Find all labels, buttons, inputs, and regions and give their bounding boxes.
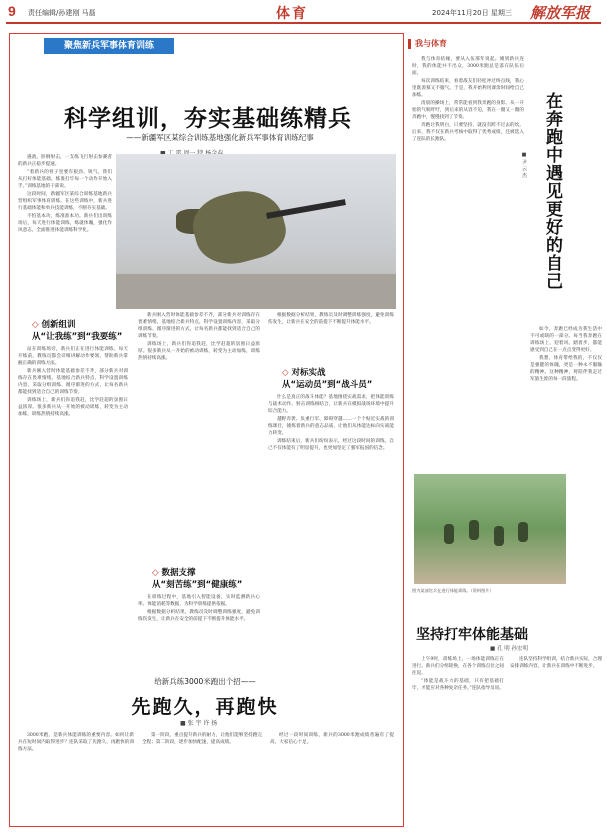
intro-paragraph: 这段时间，新疆军区某综合训练基地新兵营组织军事体育训练。在这些训练中，新兵进行基础体能和单兵技能训练，不断夯实基础。 <box>18 192 112 211</box>
editor-info: 责任编辑/孙建刚 马磊 <box>28 9 96 17</box>
body-paragraph: 奔跑让我明白，只要坚持，就没有跨不过去的坎。后来，我不仅在新兵考核中取得了优秀成绩，还被选入了连队的长跑队。 <box>412 123 524 142</box>
section-head-1: 从“让我练”到“我要练” <box>32 332 123 342</box>
body-paragraph: 在训练过程中，基地引入智能设备，实时监测新兵心率、体能消耗等数据，为科学训练提供依据。 <box>138 595 260 607</box>
essay-col-1 <box>412 56 524 466</box>
body-paragraph: 每次训练结束，看着战友们轻松冲过终点线，我心里既羡慕又不服气。于是，我开始利用课余时间给自己加练。 <box>412 79 524 98</box>
article-subtitle: ——新疆军区某综合训练基地强化新兵军事体育训练纪事 <box>126 133 314 142</box>
article3-byline: ■ 孔 明 孙宏明 <box>490 646 528 652</box>
body-paragraph: 根据数据分析结果，教练员及时调整训练强度，避免训练伤发生，让新兵在安全的前提下不断提升体能水平。 <box>138 610 260 622</box>
section-1-body <box>18 346 128 656</box>
topic-banner: 聚焦新兵军事体育训练 <box>44 38 174 54</box>
essay-author: ■ 尹 云 杰 <box>521 152 527 178</box>
section-2-body <box>138 594 260 658</box>
article2-col-2 <box>142 732 262 820</box>
photo-soldier <box>186 182 291 273</box>
section-head-2: 从“刻苦练”到“健康练” <box>152 580 243 590</box>
article2-title: 先跑久，再跑快 <box>131 696 279 718</box>
intro-paragraph: 不怕基本功，练准准本功。新兵们出训练场后，每天进行体能训练，练就体魄，强化作风意志，全面推进体能训练科学化。 <box>18 214 112 233</box>
section-head-3: 从“运动员”到“战斗员” <box>282 380 373 390</box>
page-header <box>0 0 607 22</box>
photo-ground <box>116 274 396 309</box>
running-photo <box>414 474 566 584</box>
column-marker-icon <box>408 39 411 49</box>
essay-title: 在奔跑中遇见更好的自己 <box>542 92 562 290</box>
article3-col-1 <box>412 656 504 826</box>
body-paragraph: 如今，奔跑已经成为我生活中不可或缺的一部分。每当我奔跑在训练场上，迎着风、踏着步，都能感受到自己在一点点变得更好。 <box>530 327 602 353</box>
essay-col-2 <box>530 326 602 466</box>
intro-paragraph: 遇敌，卧倒射击，一支练飞行射击参赛者的新兵正稳步提速。 <box>18 155 112 167</box>
article2-col-1 <box>18 732 134 820</box>
section-label-2: ◇ 数据支撑 <box>152 568 196 578</box>
training-photo <box>116 154 396 309</box>
article3-title: 坚持打牢体能基础 <box>416 627 528 643</box>
section-1-continued <box>138 312 260 564</box>
article-title: 科学组训，夯实基础练精兵 <box>64 106 352 132</box>
body-paragraph: 训练场上，新兵们你追我赶，比学赶超的氛围日益浓厚。很多新兵从一开始的被动训练，转变为主动加练，训练热情持续高涨。 <box>138 342 260 361</box>
body-paragraph: 什么是真正的战斗体能？基地围绕实战需求，把体能训练与战术动作、射击训练相结合，让新兵在模拟战场环境中提升综合能力。 <box>268 395 394 414</box>
body-paragraph: 连队坚持科学组训，结合新兵实际，合理安排训练内容，让新兵在训练中不断进步。 <box>510 657 602 669</box>
body-paragraph: 根据数据分析结果，教练员及时调整训练强度，避免训练伤发生，让新兵在安全的前提下不断提升体能水平。 <box>268 313 394 325</box>
photo-runner <box>469 520 479 540</box>
article2-subtitle: 给新兵练3000米跑出个招—— <box>154 677 256 686</box>
body-paragraph: 清晨的操场上，常常能看到我奔跑的身影。从一开始的气喘吁吁，到后来的从容不迫，我在一圈又一圈的奔跑中，慢慢找到了节奏。 <box>412 101 524 120</box>
page-number: 9 <box>8 3 16 19</box>
section-label-1: ◇ 创新组训 <box>32 320 76 330</box>
header-rule <box>6 22 601 24</box>
photo-caption: 图为某部官兵在进行体能训练。（资料图片） <box>412 588 494 593</box>
body-paragraph: 新兵刚入营时体能基础参差不齐，部分新兵对训练存在畏难情绪。基地结合新兵特点，科学设置训练内容，采取分组训练、循序渐进的方式，让每名新兵都能找到适合自己的训练节奏。 <box>18 369 128 395</box>
article3-col-2 <box>510 656 602 826</box>
body-paragraph: 新兵刚入营时体能基础参差不齐，部分新兵对训练存在畏难情绪。基地结合新兵特点，科学设置训练内容，采取分组训练、循序渐进的方式，让每名新兵都能找到适合自己的训练节奏。 <box>138 313 260 339</box>
body-paragraph: 我与体育结缘，要从入伍那年说起。刚到新兵连时，我的体能并不出众，3000米跑总是落在队伍后面。 <box>412 57 524 76</box>
photo-runner <box>494 526 504 546</box>
body-paragraph: 越野奔袭、负重行军、障碍穿越……一个个贴近实战的训练课目，锤炼着新兵的意志品质，让他们从体能达标向实战能力转变。 <box>268 417 394 436</box>
body-paragraph: 站在训练场旁，新兵们正在进行体能训练。每天开练前，教练员都会详细讲解动作要领，帮助新兵掌握正确的训练方法。 <box>18 347 128 366</box>
column-label: 我与体育 <box>408 38 447 49</box>
newspaper-logo: 解放军报 <box>530 4 591 22</box>
section-3-body <box>268 394 394 656</box>
body-paragraph: 3000米跑，是新兵体能训练的重要内容。如何让新兵在短时间内取得进步？连队采取了先跑久、再跑快的训练方法。 <box>18 733 134 752</box>
article2-col-3 <box>270 732 394 820</box>
section-title: 体育 <box>276 6 308 22</box>
body-paragraph: 第一阶段，重点提升新兵的耐力，让他们能够坚持跑完全程；第二阶段，逐步加快配速，提高成绩。 <box>142 733 262 745</box>
section-label-3: ◇ 对标实战 <box>282 368 326 378</box>
issue-date: 2024年11月20日 星期三 <box>432 9 512 17</box>
section-2-continued <box>268 312 394 362</box>
intro-paragraph: “着新兵的骨子里要有狠劲、锐气，我们从打好体能基础、练准打牢每一个动作开始入手。”训练基地的干部说。 <box>18 170 112 189</box>
photo-runner <box>444 524 454 544</box>
body-paragraph: 上午9时，训练场上，一场体能训练正在进行。新兵们分组轮换，在各个训练点位之间往返。 <box>412 657 504 676</box>
photo-runner <box>518 522 528 542</box>
body-paragraph: 我想，体育带给我的，不仅仅是强健的体魄，更是一种永不服输的精神。这种精神，将陪伴我走过军旅生涯的每一段旅程。 <box>530 356 602 382</box>
article2-byline: ■ 张 宇 许 扬 <box>180 720 218 727</box>
body-paragraph: 经过一段时间训练，新兵的3000米跑成绩普遍有了提高，大家信心十足。 <box>270 733 394 745</box>
body-paragraph: 训练场上，新兵们你追我赶，比学赶超的氛围日益浓厚。很多新兵从一开始的被动训练，转变为主动加练，训练热情持续高涨。 <box>18 398 128 417</box>
intro-column <box>18 154 112 304</box>
body-paragraph: 训练结束后，新兵们纷纷表示，经过这段时间的训练，自己不仅体能有了明显提升，也更加坚定了强军报国的信念。 <box>268 439 394 451</box>
body-paragraph: “体能是战斗力的基础，只有把基础打牢，才能应对各种复杂任务。”连队指导员说。 <box>412 679 504 691</box>
